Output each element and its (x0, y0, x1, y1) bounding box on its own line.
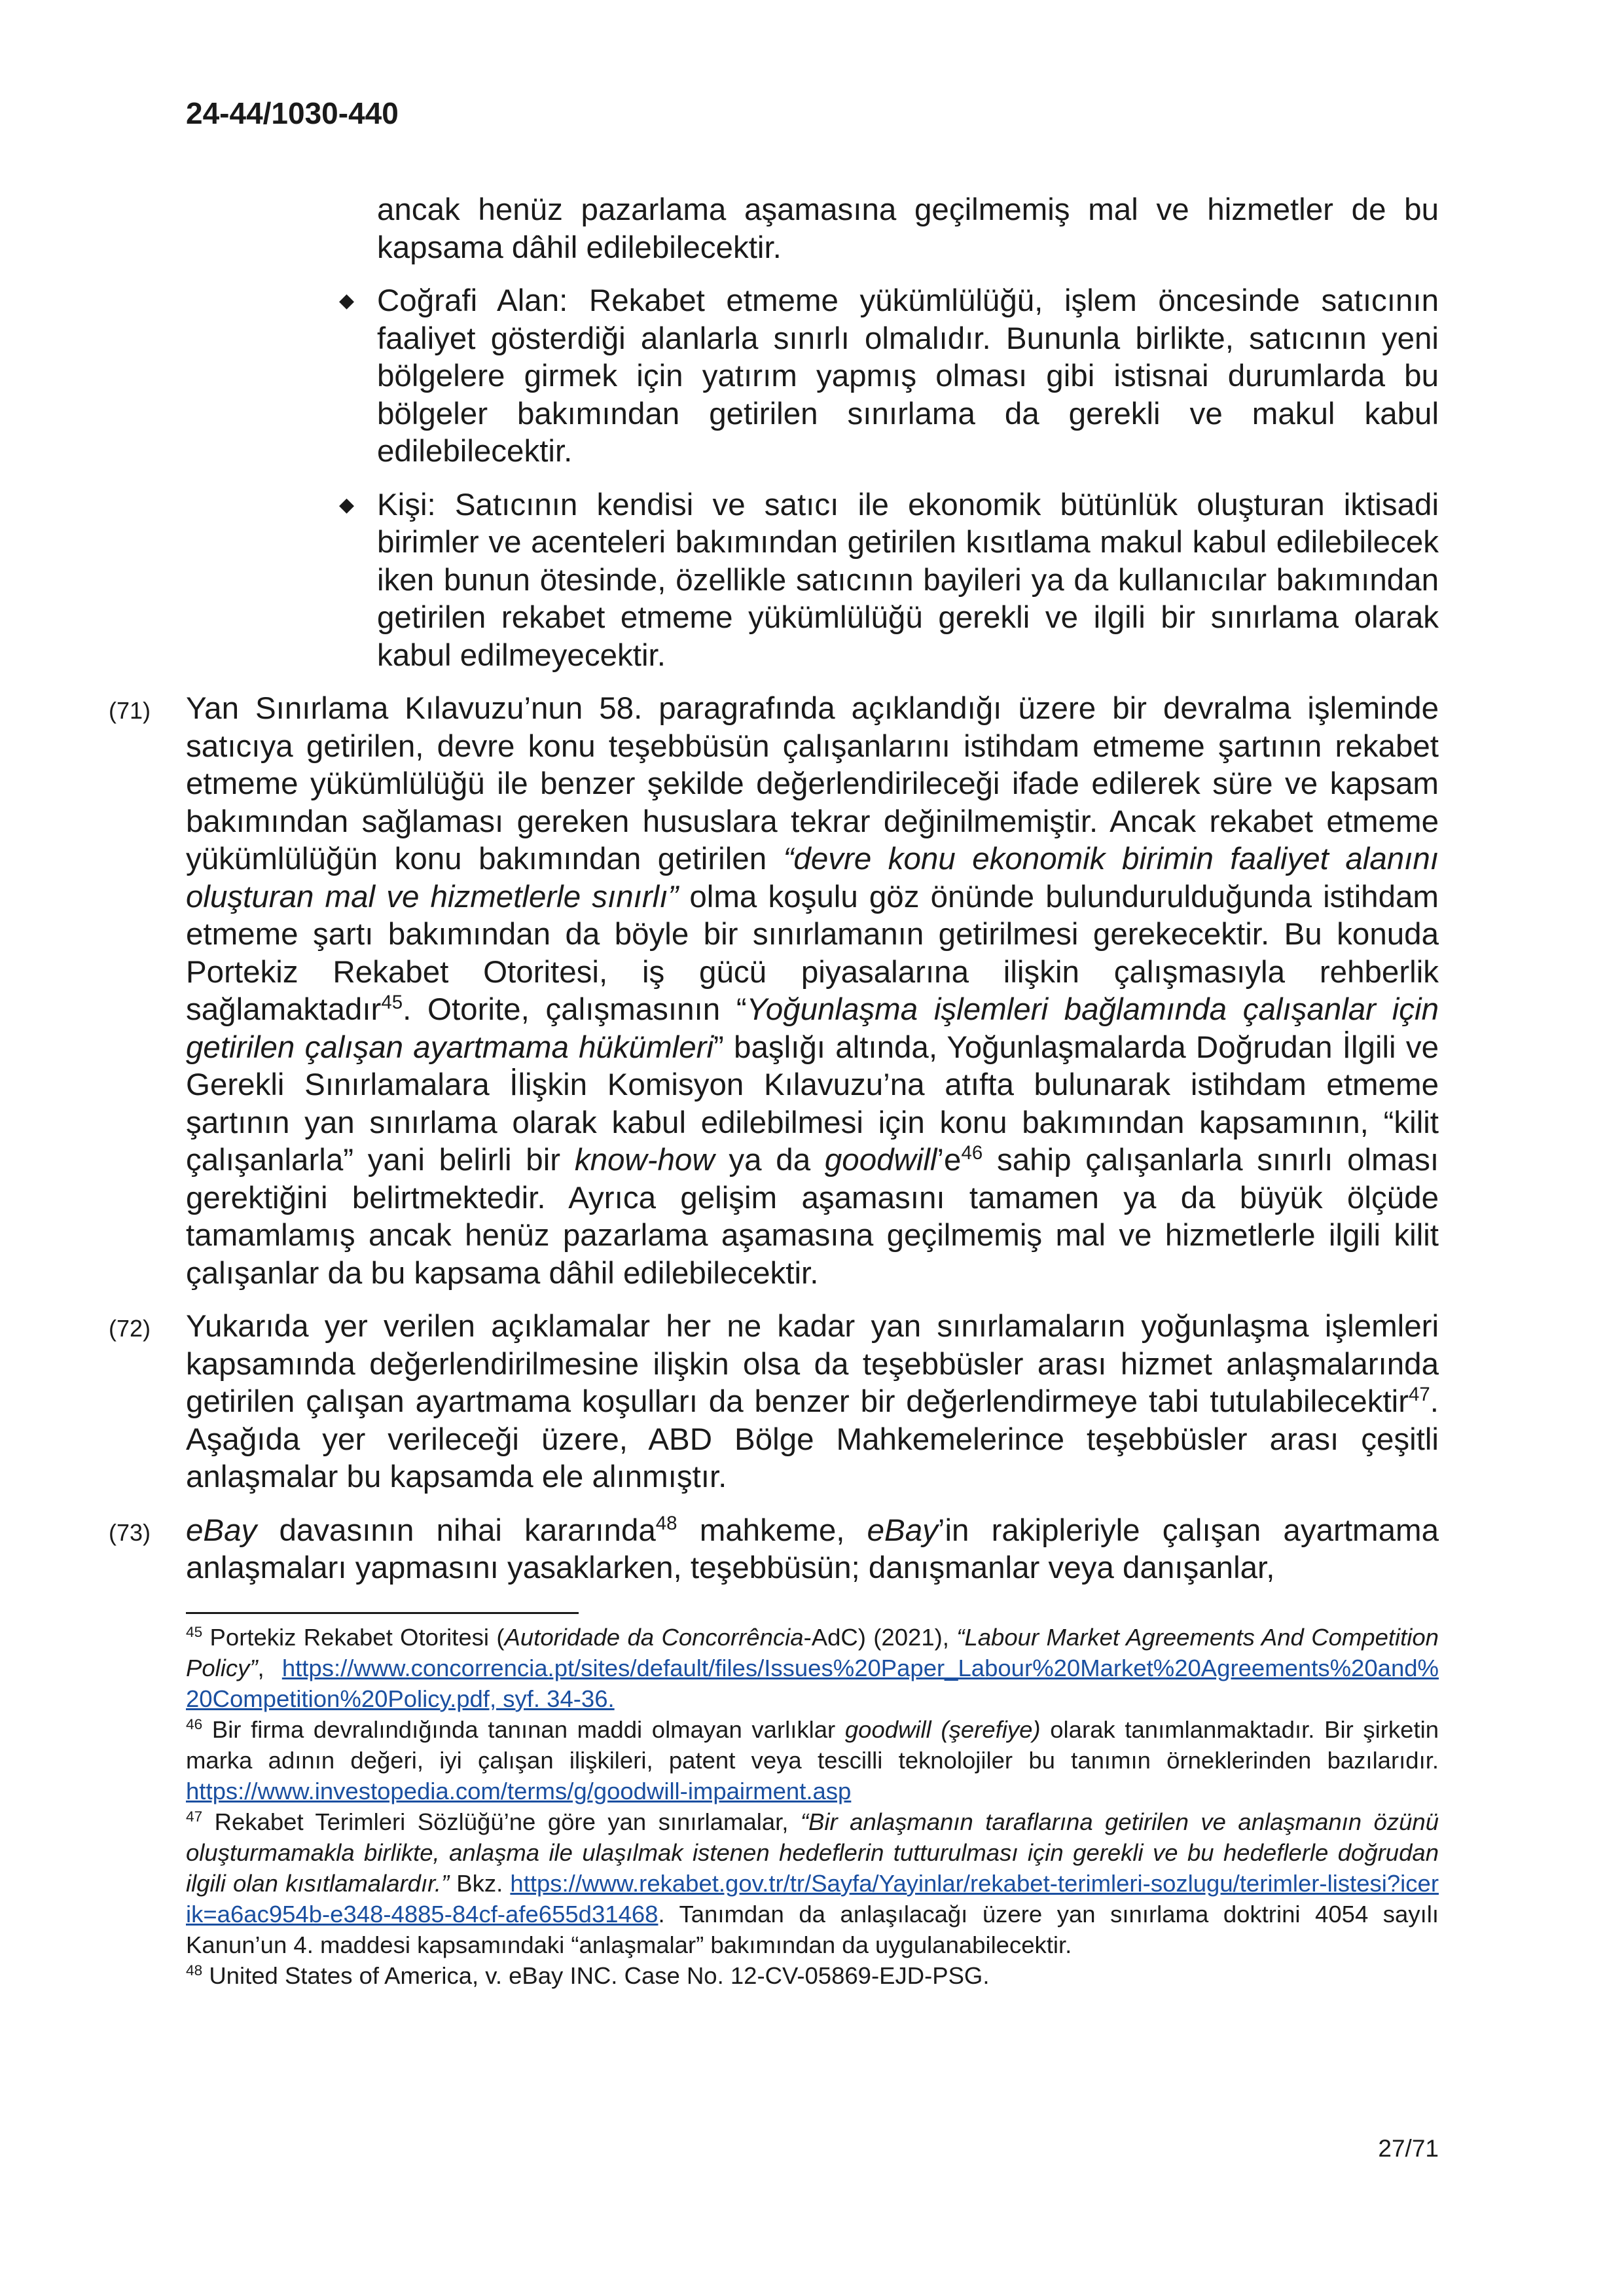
paragraph-text: sahip çalışanlarla sınırlı olması gerektiğini belirtmektedir. Ayrıca gelişim aşamasını tamamen ya da büyük ölçüde tamamlamış ancak henüz pazarlama aşamasına geçilmemiş mal ve hizmetlerle ilgili kilit çalışanlar da bu kapsama dâhil edilebilecektir. (186, 1143, 1439, 1291)
footnote-text: , (257, 1654, 282, 1681)
bullet-item-continuation (377, 191, 1439, 266)
footnote-47 (186, 1806, 1439, 1960)
page-body (109, 191, 1439, 1991)
italic-term: goodwill (şerefiye) (844, 1715, 1041, 1743)
paragraph-text: ’in rakipleriyle çalışan ayartmama anlaşmaları yapmasını yasaklarken, teşebbüsün; danışmanlar veya danışanlar, (186, 1513, 1439, 1585)
footnote-ref-47[interactable]: 47 (1409, 1384, 1430, 1406)
italic-name: Autoridade da Concorrência (504, 1623, 804, 1651)
footnote-46 (186, 1714, 1439, 1806)
paragraph-text: Yan Sınırlama Kılavuzu’nun 58. paragrafında açıklandığı üzere bir devralma işleminde satıcıya getirilen, devre konu teşebbüsün çalışanlarını istihdam etmeme şartının rekabet etmeme yükümlülüğü ile benzer şekilde değerlendirileceği ifade edilerek süre ve kapsam bakımından sağlaması gereken hususlara tekrar değinilmemiştir. Ancak rekabet etmeme yükümlülüğün konu bakımından getirilen (186, 691, 1439, 876)
footnote-link[interactable]: https://www.concorrencia.pt/sites/default/files/Issues%20Paper_Labour%20Market%20Agreements%20and%20Competition%20Policy.pdf, syf. 34-36. (186, 1654, 1439, 1712)
footnote-text: Rekabet Terimleri Sözlüğü’ne göre yan sınırlamalar, (202, 1808, 801, 1835)
footnote-link[interactable]: https://www.investopedia.com/terms/g/goodwill-impairment.asp (186, 1777, 852, 1804)
bullet-item-person (339, 486, 1439, 675)
footnote-text: -AdC) (2021), (803, 1623, 957, 1651)
footnote-link[interactable]: https://www.rekabet.gov.tr/tr/Sayfa/Yayinlar/rekabet-terimleri-sozlugu/terimler-listesi?icerik=a6ac954b-e348-4885-84cf-afe655d31468 (186, 1869, 1439, 1928)
paragraph-text: ya da (714, 1143, 825, 1177)
footnote-number: 47 (186, 1808, 203, 1825)
italic-quote: “Bir anlaşmanın taraflarına getirilen ve anlaşmanın özünü oluşturmamakla birlikte, anlaşma ile ulaşılmak istenen hedeflerin tutturulması için gerekli ve bu hedeflerle doğrudan ilgili olan kısıtlamalardır.” (186, 1808, 1439, 1897)
paragraph-number: (71) (109, 697, 151, 724)
paragraph-text: olma koşulu göz önünde bulundurulduğunda istihdam etmeme şartı bakımından da böyle bir sınırlamanın getirilmesi gerekecektir. Bu konuda Portekiz Rekabet Otoritesi, iş gücü piyasalarına ilişkin çalışmasıyla rehberlik sağlamaktadır (186, 879, 1439, 1027)
footnote-ref-45[interactable]: 45 (381, 992, 403, 1014)
diamond-bullet-icon: ◆ (339, 493, 355, 516)
italic-term: know-how (574, 1143, 715, 1177)
footnote-ref-48[interactable]: 48 (655, 1512, 677, 1534)
paragraph-text: ’e (937, 1143, 962, 1177)
paragraph-number: (73) (109, 1518, 151, 1546)
footnote-number: 48 (186, 1962, 203, 1979)
footnote-number: 45 (186, 1623, 203, 1640)
footnote-text: Portekiz Rekabet Otoritesi ( (202, 1623, 505, 1651)
footnote-text: Bkz. (449, 1869, 511, 1897)
diamond-bullet-icon: ◆ (339, 290, 355, 312)
footnote-text: Bir firma devralındığında tanınan maddi olmayan varlıklar (202, 1715, 845, 1743)
bullet-text: Kişi: Satıcının kendisi ve satıcı ile ekonomik bütünlük oluşturan iktisadi birimler ve acenteleri bakımından getirilen kısıtlama makul kabul edilebilecek iken bunun ötesinde, özellikle satıcının bayileri ya da kullanıcılar bakımından getirilen rekabet etmeme yükümlülüğü gerekli ve ilgili bir sınırlama olarak kabul edilmeyecektir. (377, 487, 1439, 673)
paragraph-text: mahkeme, (677, 1513, 867, 1548)
italic-title: Yoğunlaşma işlemleri bağlamında çalışanlar için getirilen çalışan ayartmama hükümleri (186, 992, 1439, 1065)
footnote-text: . Tanımdan da anlaşılacağı üzere yan sınırlama doktrini 4054 sayılı Kanun’un 4. maddesi kapsamındaki “anlaşmalar” bakımından da uygulanabilecektir. (186, 1900, 1439, 1958)
bullet-list (339, 191, 1439, 674)
italic-term: goodwill (824, 1143, 937, 1177)
footnote-separator (186, 1612, 579, 1614)
bullet-text: Coğrafi Alan: Rekabet etmeme yükümlülüğü, işlem öncesinde satıcının faaliyet gösterdiği alanlarla sınırlı olmalıdır. Bununla birlikte, satıcının yeni bölgelere girmek için yatırım yapmış olması gibi istisnai durumlarda bu bölgeler bakımından getirilen sınırlama da gerekli ve makul kabul edilebilecektir. (377, 283, 1439, 469)
paragraph-number: (72) (109, 1315, 151, 1342)
footnote-48 (186, 1960, 1439, 1991)
page-number: 27/71 (1378, 2135, 1439, 2162)
italic-title: “Labour Market Agreements And Competition Policy” (186, 1623, 1439, 1681)
footnote-45 (186, 1622, 1439, 1714)
italic-quote: “devre konu ekonomik birimin faaliyet alanını oluşturan mal ve hizmetlerle sınırlı” (186, 842, 1439, 914)
paragraph-text: . Aşağıda yer verileceği üzere, ABD Bölge Mahkemelerince teşebbüsler arası çeşitli anlaşmalar bu kapsamda ele alınmıştır. (186, 1384, 1439, 1494)
paragraph-text: . Otorite, çalışmasının “ (403, 992, 747, 1027)
paragraph-72 (109, 1308, 1439, 1496)
paragraph-71 (109, 690, 1439, 1292)
italic-term: eBay (186, 1513, 257, 1548)
paragraph-text: Yukarıda yer verilen açıklamalar her ne kadar yan sınırlamaların yoğunlaşma işlemleri kapsamında değerlendirilmesine ilişkin olsa da teşebbüsler arası hizmet anlaşmalarında getirilen çalışan ayartmama koşulları da benzer bir değerlendirmeye tabi tutulabilecektir (186, 1309, 1439, 1419)
case-number: 24-44/1030-440 (186, 96, 399, 130)
footnote-number: 46 (186, 1715, 203, 1732)
bullet-item-geographic (339, 282, 1439, 471)
bullet-text: ancak henüz pazarlama aşamasına geçilmemiş mal ve hizmetler de bu kapsama dâhil edilebilecektir. (377, 192, 1439, 265)
italic-term: eBay (867, 1513, 938, 1548)
paragraph-text: davasının nihai kararında (257, 1513, 656, 1548)
footnote-text: United States of America, v. eBay INC. Case No. 12-CV-05869-EJD-PSG. (202, 1962, 990, 1989)
paragraph-text: ” başlığı altında, Yoğunlaşmalarda Doğrudan İlgili ve Gerekli Sınırlamalara İlişkin Komisyon Kılavuzu’na atıfta bulunarak istihdam etmeme şartının yan sınırlama olarak kabul edilebilmesi için konu bakımından kapsamının, “kilit çalışanlarla” yani belirli bir (186, 1030, 1439, 1177)
paragraph-73 (109, 1512, 1439, 1587)
footnote-text: olarak tanımlanmaktadır. Bir şirketin marka adının değeri, iyi çalışan ilişkileri, patent veya tescilli teknolojiler bu tanımın örneklerinden bazılarıdır. (186, 1715, 1439, 1774)
footnote-ref-46[interactable]: 46 (961, 1142, 983, 1164)
